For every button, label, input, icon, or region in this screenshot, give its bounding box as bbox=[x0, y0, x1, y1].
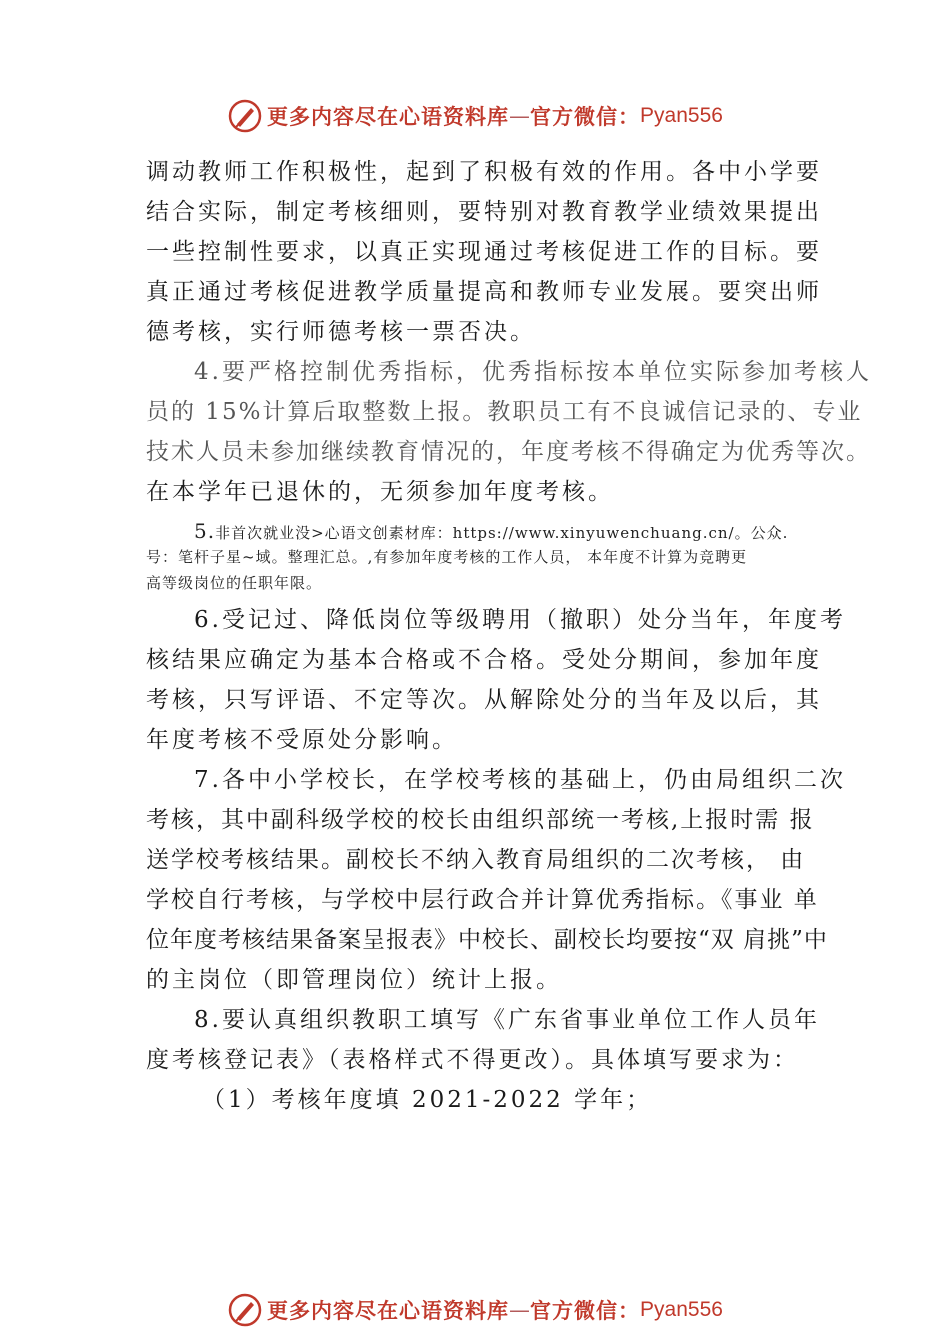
header-brand: 更多内容尽在心语资料库 bbox=[267, 104, 510, 129]
text-line: 德考核，实行师德考核一票否决。 bbox=[146, 319, 536, 345]
paragraph-5 bbox=[146, 518, 810, 596]
text-span: 非首次就业没>心语文创素材库：https://www.xinyuwenchuang.cn/。公众. bbox=[215, 524, 789, 542]
text-line: 核结果应确定为基本合格或不合格。受处分期间，参加年度 bbox=[146, 647, 822, 673]
text-line: 员的 15%计算后取整数上报。教职员工有不良诚信记录的、专业 bbox=[146, 399, 863, 425]
header-label: 官方微信： bbox=[530, 104, 641, 129]
pen-logo-icon bbox=[227, 98, 263, 134]
paragraph-8 bbox=[146, 1000, 820, 1120]
text-line: 的主岗位（即管理岗位）统计上报。 bbox=[146, 967, 562, 993]
document-body bbox=[146, 152, 872, 1120]
paragraph-4 bbox=[146, 352, 872, 512]
text-line bbox=[146, 518, 810, 544]
item-number: 5. bbox=[194, 519, 216, 543]
text-line: 考核，其中副科级学校的校长由组织部统一考核,上报时需 报 bbox=[146, 807, 815, 833]
text-line: 调动教师工作积极性，起到了积极有效的作用。各中小学要 bbox=[146, 159, 822, 185]
text-line: 真正通过考核促进教学质量提高和教师专业发展。要突出师 bbox=[146, 279, 822, 305]
footer-label: 官方微信： bbox=[530, 1298, 641, 1323]
text-line: 考核，只写评语、不定等次。从解除处分的当年及以后，其 bbox=[146, 687, 822, 713]
text-line: 学校自行考核，与学校中层行政合并计算优秀指标。《事业 单 bbox=[146, 887, 819, 913]
text-line: 一些控制性要求，以真正实现通过考核促进工作的目标。要 bbox=[146, 239, 822, 265]
text-line: 在本学年已退休的，无须参加年度考核。 bbox=[146, 479, 614, 505]
header-dash: — bbox=[509, 104, 531, 128]
text-line: 送学校考核结果。副校长不纳入教育局组织的二次考核， 由 bbox=[146, 847, 806, 873]
footer-dash: — bbox=[509, 1298, 531, 1322]
header-banner bbox=[0, 96, 950, 136]
text-line: 结合实际，制定考核细则，要特别对教育教学业绩效果提出 bbox=[146, 199, 822, 225]
text-line: 8.要认真组织教职工填写《广东省事业单位工作人员年 bbox=[194, 1007, 820, 1033]
text-line: （1）考核年度填 2021-2022 学年； bbox=[202, 1087, 653, 1113]
text-line: 4.要严格控制优秀指标，优秀指标按本单位实际参加考核人 bbox=[194, 359, 872, 385]
header-wechat-id: Pyan556 bbox=[640, 104, 723, 127]
text-line: 号：笔杆子星~域。整理汇总。,有参加年度考核的工作人员， 本年度不计算为竞聘更 bbox=[146, 548, 748, 566]
footer-banner bbox=[0, 1290, 950, 1330]
text-line: 位年度考核结果备案呈报表》中校长、副校长均要按“双 肩挑”中 bbox=[146, 927, 828, 953]
text-line: 技术人员未参加继续教育情况的，年度考核不得确定为优秀等次。 bbox=[146, 439, 871, 465]
text-line: 7.各中小学校长，在学校考核的基础上，仍由局组织二次 bbox=[194, 767, 846, 793]
footer-brand: 更多内容尽在心语资料库 bbox=[267, 1298, 510, 1323]
footer-wechat-id: Pyan556 bbox=[640, 1298, 723, 1321]
pen-logo-icon bbox=[227, 1292, 263, 1328]
text-line: 年度考核不受原处分影响。 bbox=[146, 727, 458, 753]
paragraph-7 bbox=[146, 760, 846, 1000]
paragraph-1 bbox=[146, 152, 822, 352]
text-line: 度考核登记表》（表格样式不得更改）。具体填写要求为： bbox=[146, 1047, 799, 1073]
text-line: 高等级岗位的任职年限。 bbox=[146, 574, 323, 592]
text-line: 6.受记过、降低岗位等级聘用（撤职）处分当年，年度考 bbox=[194, 607, 846, 633]
paragraph-6 bbox=[146, 600, 846, 760]
